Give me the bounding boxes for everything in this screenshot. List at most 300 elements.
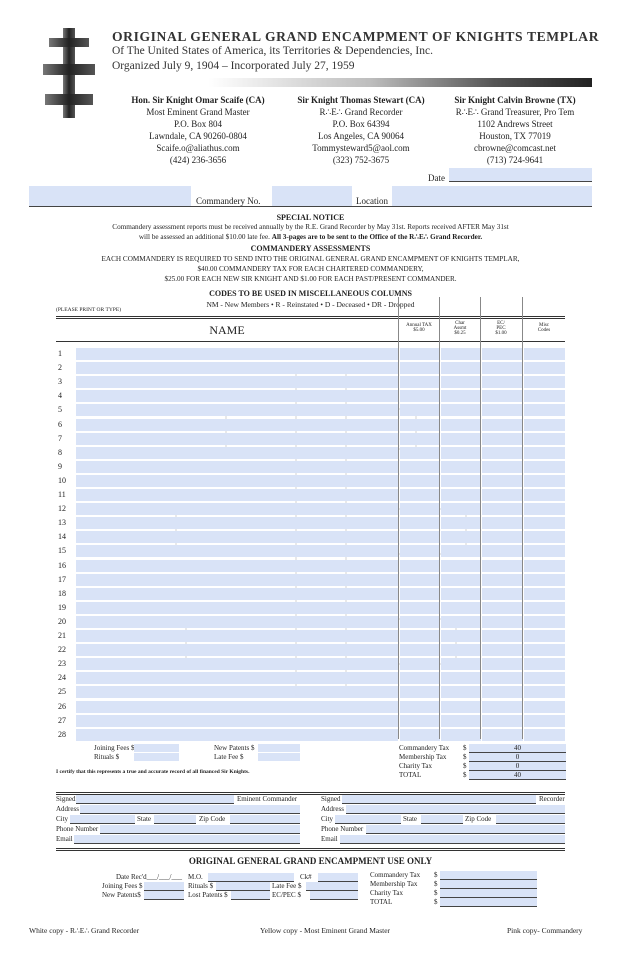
name-cell[interactable] (76, 715, 398, 727)
row-number: 19 (58, 602, 66, 612)
ecpec-cell[interactable] (482, 419, 523, 431)
table-row (56, 502, 565, 516)
name-cell[interactable] (76, 362, 398, 374)
name-cell[interactable] (76, 602, 398, 614)
annual-tax-cell[interactable] (400, 545, 440, 557)
joining-fees-field[interactable] (134, 744, 179, 752)
annual-tax-cell[interactable] (400, 475, 440, 487)
char-assmt-cell[interactable] (441, 574, 481, 586)
office-ecpec-label: EC/PEC $ (272, 891, 301, 899)
ecpec-cell[interactable] (482, 701, 523, 713)
misc-codes-cell[interactable] (524, 517, 565, 529)
officer-email: Tommysteward5@aol.com (312, 143, 410, 153)
char-assmt-cell[interactable] (441, 447, 481, 459)
misc-codes-cell[interactable] (524, 672, 565, 684)
ecpec-cell[interactable] (482, 602, 523, 614)
char-assmt-cell[interactable] (441, 503, 481, 515)
char-assmt-cell[interactable] (441, 376, 481, 388)
assess-line3: $25.00 FOR EACH NEW SIR KNIGHT AND $1.00 FOR EACH PAST/PRESENT COMMANDER. (164, 275, 457, 283)
annual-tax-cell[interactable] (400, 489, 440, 501)
annual-tax-cell[interactable] (400, 560, 440, 572)
office-joining-field[interactable] (144, 882, 184, 891)
column-divider (480, 297, 481, 739)
new-patents-field[interactable] (258, 744, 300, 752)
name-cell[interactable] (76, 517, 398, 529)
table-row (56, 530, 565, 544)
total-value-field[interactable]: 0 (469, 762, 566, 771)
officer-phone: (713) 724-9641 (486, 155, 544, 165)
commander-address-field[interactable] (80, 805, 300, 814)
total-value-field[interactable]: 40 (469, 771, 566, 780)
misc-codes-cell[interactable] (524, 701, 565, 713)
ecpec-cell[interactable] (482, 588, 523, 600)
commandery-no-field[interactable] (272, 186, 352, 206)
ecpec-cell[interactable] (482, 475, 523, 487)
ecpec-cell[interactable] (482, 404, 523, 416)
notice-heading: SPECIAL NOTICE (276, 213, 345, 222)
table-row (56, 347, 565, 361)
assess-line1: EACH COMMANDERY IS REQUIRED TO SEND INTO THE ORIGINAL GENERAL GRAND ENCAMPMENT OF KNIGHTS TEMPLAR, (101, 255, 520, 263)
char-assmt-cell[interactable] (441, 545, 481, 557)
annual-tax-cell[interactable] (400, 715, 440, 727)
table-row (56, 446, 565, 460)
rituals-label: Rituals $ (94, 753, 120, 761)
row-number: 8 (58, 447, 62, 457)
misc-codes-cell[interactable] (524, 531, 565, 543)
name-cell[interactable] (76, 658, 398, 670)
officer-title: R∴E∴ Grand Treasurer, Pro Tem (455, 107, 575, 117)
ecpec-cell[interactable] (482, 503, 523, 515)
email-label: Email (56, 835, 73, 843)
ecpec-cell[interactable] (482, 348, 523, 360)
annual-tax-cell[interactable] (400, 376, 440, 388)
assess-line2: $40.00 COMMANDERY TAX FOR EACH CHARTERED COMMANDERY, (197, 265, 424, 273)
signature-top-rule (56, 792, 565, 793)
commander-email-field[interactable] (74, 835, 300, 844)
char-assmt-cell[interactable] (441, 644, 481, 656)
row-number: 22 (58, 645, 66, 655)
city-label: City (56, 815, 69, 823)
char-assmt-cell[interactable] (441, 390, 481, 402)
annual-tax-cell[interactable] (400, 602, 440, 614)
page-subtitle: Of The United States of America, its Territories & Dependencies, Inc. (112, 45, 433, 57)
annual-tax-cell[interactable] (400, 672, 440, 684)
officer-name: Hon. Sir Knight Omar Scaife (CA) (131, 95, 265, 105)
recorder-signature-field[interactable] (342, 795, 536, 804)
total-currency: $ (463, 762, 467, 770)
annual-tax-cell[interactable] (400, 517, 440, 529)
row-number: 21 (58, 631, 66, 640)
misc-codes-cell[interactable] (524, 489, 565, 501)
name-cell[interactable] (76, 560, 398, 572)
char-assmt-cell[interactable] (441, 602, 481, 614)
misc-codes-cell[interactable] (524, 390, 565, 402)
misc-codes-cell[interactable] (524, 376, 565, 388)
char-assmt-cell[interactable] (441, 433, 481, 445)
ecpec-cell[interactable] (482, 658, 523, 670)
row-number: 16 (58, 560, 66, 570)
misc-codes-cell[interactable] (524, 729, 565, 741)
char-assmt-cell[interactable] (441, 348, 481, 360)
state-label: State (403, 815, 417, 823)
misc-codes-cell[interactable] (524, 715, 565, 727)
table-row (56, 474, 565, 488)
organized-line: Organized July 9, 1904 – Incorporated July 27, 1959 (112, 60, 355, 72)
date-recd-label: Date Rec'd___/___/___ (116, 873, 182, 881)
misc-codes-cell[interactable] (524, 588, 565, 600)
annual-tax-cell[interactable] (400, 574, 440, 586)
date-field[interactable] (449, 168, 592, 182)
row-number: 13 (58, 518, 66, 528)
misc-codes-cell[interactable] (524, 560, 565, 572)
total-currency: $ (463, 771, 467, 779)
office-total-currency: $ (434, 889, 438, 897)
char-assmt-cell[interactable] (441, 419, 481, 431)
misc-codes-cell[interactable] (524, 658, 565, 670)
officer-email: Scaife.o@aliathus.com (156, 143, 240, 153)
rituals-field[interactable] (134, 753, 179, 761)
annual-tax-cell[interactable] (400, 461, 440, 473)
misc-codes-cell[interactable] (524, 475, 565, 487)
misc-codes-cell[interactable] (524, 644, 565, 656)
ecpec-amount: $1.00 (495, 331, 507, 336)
commander-city-field[interactable] (70, 815, 135, 824)
annual-tax-cell[interactable] (400, 348, 440, 360)
ecpec-cell[interactable] (482, 715, 523, 727)
annual-tax-cell[interactable] (400, 686, 440, 698)
name-cell[interactable] (76, 461, 398, 473)
footer-white-copy: White copy - R∴E∴ Grand Recorder (29, 926, 140, 935)
table-row (56, 361, 565, 375)
char-assmt-cell[interactable] (441, 362, 481, 374)
table-row (56, 403, 565, 417)
misc-codes-cell[interactable] (524, 686, 565, 698)
date-label: Date (428, 173, 445, 183)
name-cell[interactable] (76, 390, 398, 402)
footer-yellow-copy: Yellow copy - Most Eminent Grand Master (260, 926, 391, 935)
joining-fees-label: Joining Fees $ (94, 744, 135, 752)
misc-codes-cell[interactable] (524, 447, 565, 459)
annual-tax-cell[interactable] (400, 419, 440, 431)
ecpec-cell[interactable] (482, 362, 523, 374)
misc-codes-cell[interactable] (524, 419, 565, 431)
address-label: Address (321, 805, 344, 813)
footer-pink-copy: Pink copy- Commandery (507, 926, 583, 935)
total-label: Charity Tax (399, 762, 433, 770)
phone-label: Phone Number (321, 825, 364, 833)
name-cell[interactable] (76, 489, 398, 501)
office-total-currency: $ (434, 898, 438, 906)
office-total-field[interactable] (440, 898, 537, 907)
officer-box: P.O. Box 64394 (332, 119, 390, 129)
member-table (56, 319, 565, 739)
check-label: Ck# (300, 873, 312, 881)
ecpec-cell[interactable] (482, 433, 523, 445)
location-field[interactable] (392, 186, 592, 206)
total-value-field[interactable]: 0 (469, 753, 566, 762)
print-note: (PLEASE PRINT OR TYPE) (56, 307, 122, 313)
name-cell[interactable] (76, 644, 398, 656)
row-number: 27 (58, 715, 66, 725)
commander-zip-field[interactable] (230, 815, 300, 824)
annual-tax-cell[interactable] (400, 447, 440, 459)
name-cell[interactable] (76, 475, 398, 487)
char-assmt-cell[interactable] (441, 560, 481, 572)
name-cell[interactable] (76, 729, 398, 741)
recorder-zip-field[interactable] (496, 815, 565, 824)
office-total-field[interactable] (440, 880, 537, 889)
ecpec-cell[interactable] (482, 644, 523, 656)
phone-label: Phone Number (56, 825, 99, 833)
name-cell[interactable] (76, 404, 398, 416)
ecpec-cell[interactable] (482, 545, 523, 557)
ecpec-cell[interactable] (482, 447, 523, 459)
ec-label: EC/ (497, 321, 505, 326)
check-field[interactable] (318, 873, 358, 882)
name-cell[interactable] (76, 574, 398, 586)
office-lost-patents-field[interactable] (231, 891, 270, 900)
office-new-patents-field[interactable] (144, 891, 184, 900)
office-lost-patents-label: Lost Patents $ (188, 891, 228, 899)
name-cell[interactable] (76, 376, 398, 388)
annual-tax-cell[interactable] (400, 588, 440, 600)
misc-codes-cell[interactable] (524, 503, 565, 515)
notice-late-fee: will be assessed an additional $10.00 late fee. (138, 233, 270, 241)
char-assmt-cell[interactable] (441, 729, 481, 741)
late-fee-field[interactable] (258, 753, 300, 761)
commander-phone-field[interactable] (100, 825, 300, 834)
officer-city: Lawndale, CA 90260-0804 (149, 131, 247, 141)
column-divider (439, 297, 440, 739)
ecpec-cell[interactable] (482, 560, 523, 572)
office-rituals-field[interactable] (216, 882, 270, 891)
table-row (56, 375, 565, 389)
officer-box: P.O. Box 804 (173, 119, 222, 129)
ecpec-cell[interactable] (482, 686, 523, 698)
row-number: 10 (58, 475, 66, 485)
office-total-label: Commandery Tax (370, 871, 421, 879)
table-row (56, 615, 565, 629)
zip-label: Zip Code (465, 815, 492, 823)
misc-codes-cell[interactable] (524, 630, 565, 642)
city-label: City (321, 815, 334, 823)
char-assmt-cell[interactable] (441, 461, 481, 473)
officer-title: R∴E∴ Grand Recorder (319, 107, 403, 117)
row-number: 14 (58, 532, 66, 542)
codes-line: NM - New Members • R - Reinstated • D - Deceased • DR - Dropped (206, 300, 415, 309)
char-assmt-cell[interactable] (441, 701, 481, 713)
location-label: Location (356, 196, 388, 206)
mo-label: M.O. (188, 873, 203, 881)
pec-label: PEC (496, 326, 506, 331)
commandery-no-label: Commandery No. (196, 196, 261, 206)
officer-city: Houston, TX 77019 (479, 131, 551, 141)
office-total-field[interactable] (440, 871, 537, 880)
name-cell[interactable] (76, 686, 398, 698)
codes-label: Codes (537, 328, 551, 333)
misc-codes-cell[interactable] (524, 545, 565, 557)
notice-line1: Commandery assessment reports must be received annually by the R.E. Grand Recorder by May 31st. Reports received AFTER May 31st (112, 223, 509, 231)
officer-phone: (323) 752-3675 (332, 155, 390, 165)
email-label: Email (321, 835, 338, 843)
ecpec-cell[interactable] (482, 616, 523, 628)
ecpec-cell[interactable] (482, 672, 523, 684)
name-cell[interactable] (76, 616, 398, 628)
table-row (56, 587, 565, 601)
officer-email: cbrowne@comcast.net (473, 143, 556, 153)
office-late-field[interactable] (306, 882, 358, 891)
commander-signature-field[interactable] (76, 795, 234, 804)
char-assmt-cell[interactable] (441, 404, 481, 416)
row-number: 23 (58, 659, 66, 669)
ecpec-cell[interactable] (482, 517, 523, 529)
notice-line2 (0, 232, 621, 241)
commander-state-field[interactable] (154, 815, 196, 824)
name-column-header: NAME (209, 323, 245, 337)
ecpec-cell[interactable] (482, 630, 523, 642)
total-label: Commandery Tax (399, 744, 450, 752)
table-row (56, 544, 565, 558)
codes-heading: CODES TO BE USED IN MISCELLANEOUS COLUMNS (209, 289, 412, 298)
ecpec-cell[interactable] (482, 729, 523, 741)
misc-codes-cell[interactable] (524, 461, 565, 473)
name-cell[interactable] (76, 588, 398, 600)
char-assmt-cell[interactable] (441, 517, 481, 529)
misc-codes-cell[interactable] (524, 616, 565, 628)
commandery-name-field[interactable] (29, 186, 191, 206)
ecpec-cell[interactable] (482, 461, 523, 473)
annual-tax-cell[interactable] (400, 433, 440, 445)
char-assmt-cell[interactable] (441, 588, 481, 600)
office-rituals-label: Rituals $ (188, 882, 214, 890)
name-cell[interactable] (76, 545, 398, 557)
line (29, 206, 592, 207)
totals-block (399, 744, 566, 780)
table-row (56, 685, 565, 699)
recorder-phone-field[interactable] (366, 825, 565, 834)
annual-tax-cell[interactable] (400, 503, 440, 515)
address-label: Address (56, 805, 79, 813)
ecpec-cell[interactable] (482, 390, 523, 402)
annual-tax-cell[interactable] (400, 701, 440, 713)
name-cell[interactable] (76, 630, 398, 642)
table-row (56, 601, 565, 615)
officer-grand-treasurer (440, 94, 590, 166)
office-new-patents-label: New Patents$ (102, 891, 141, 899)
char-assmt-cell[interactable] (441, 489, 481, 501)
row-number: 5 (58, 405, 62, 415)
name-cell[interactable] (76, 419, 398, 431)
misc-codes-cell[interactable] (524, 362, 565, 374)
office-ecpec-field[interactable] (310, 891, 358, 900)
row-number: 11 (58, 490, 66, 499)
annual-tax-cell[interactable] (400, 658, 440, 670)
annual-tax-amount: $5.00 (413, 328, 425, 333)
office-heading: ORIGINAL GENERAL GRAND ENCAMPMENT USE ONLY (188, 856, 433, 866)
annual-tax-cell[interactable] (400, 630, 440, 642)
recorder-label: Recorder (539, 795, 565, 803)
row-number: 18 (58, 588, 66, 598)
misc-codes-cell[interactable] (524, 404, 565, 416)
ecpec-cell[interactable] (482, 489, 523, 501)
late-fee-label: Late Fee $ (214, 753, 244, 761)
certify-statement: I certify that this represents a true and accurate record of all financed Sir Knights. (56, 769, 250, 775)
ecpec-cell[interactable] (482, 531, 523, 543)
name-cell[interactable] (76, 433, 398, 445)
table-row (56, 389, 565, 403)
char-assmt-cell[interactable] (441, 658, 481, 670)
row-number: 25 (58, 687, 66, 697)
office-total-field[interactable] (440, 889, 537, 898)
annual-tax-cell[interactable] (400, 531, 440, 543)
office-late-label: Late Fee $ (272, 882, 302, 890)
ecpec-cell[interactable] (482, 376, 523, 388)
name-cell[interactable] (76, 701, 398, 713)
char-assmt-cell[interactable] (441, 686, 481, 698)
row-number: 15 (58, 546, 66, 556)
annual-tax-cell[interactable] (400, 390, 440, 402)
office-totals-block (370, 871, 537, 907)
char-assmt-cell[interactable] (441, 715, 481, 727)
recorder-state-field[interactable] (421, 815, 463, 824)
char-assmt-cell[interactable] (441, 616, 481, 628)
annual-tax-cell[interactable] (400, 404, 440, 416)
char-assmt-cell[interactable] (441, 531, 481, 543)
assessments-heading: COMMANDERY ASSESSMENTS (250, 244, 371, 253)
officer-name: Sir Knight Thomas Stewart (CA) (297, 95, 425, 105)
name-cell[interactable] (76, 672, 398, 684)
signed-label: Signed (56, 795, 76, 803)
name-cell[interactable] (76, 503, 398, 515)
office-total-currency: $ (434, 880, 438, 888)
total-value-field[interactable]: 40 (469, 744, 566, 753)
misc-codes-cell[interactable] (524, 574, 565, 586)
eminent-commander-label: Eminent Commander (237, 795, 298, 803)
recorder-email-field[interactable] (340, 835, 565, 844)
char-assmt-cell[interactable] (441, 475, 481, 487)
misc-codes-cell[interactable] (524, 348, 565, 360)
name-cell[interactable] (76, 348, 398, 360)
mo-field[interactable] (208, 873, 294, 882)
annual-tax-cell[interactable] (400, 616, 440, 628)
char-assmt-cell[interactable] (441, 630, 481, 642)
total-label: Membership Tax (399, 753, 447, 761)
table-row (56, 671, 565, 685)
table-row (56, 573, 565, 587)
office-total-label: TOTAL (370, 898, 393, 906)
ecpec-cell[interactable] (482, 574, 523, 586)
misc-codes-cell[interactable] (524, 433, 565, 445)
templar-cross-logo (43, 28, 95, 118)
char-assmt-cell[interactable] (441, 672, 481, 684)
misc-codes-cell[interactable] (524, 602, 565, 614)
office-rule (56, 848, 565, 849)
name-cell[interactable] (76, 531, 398, 543)
annual-tax-cell[interactable] (400, 644, 440, 656)
recorder-address-field[interactable] (346, 805, 565, 814)
new-patents-label: New Patents $ (214, 744, 255, 752)
row-number: 7 (58, 433, 62, 443)
state-label: State (137, 815, 151, 823)
officer-phone: (424) 236-3656 (169, 155, 227, 165)
name-cell[interactable] (76, 447, 398, 459)
recorder-city-field[interactable] (335, 815, 401, 824)
row-number: 17 (58, 574, 66, 584)
annual-tax-cell[interactable] (400, 729, 440, 741)
officer-city: Los Angeles, CA 90064 (317, 131, 404, 141)
table-row (56, 714, 565, 728)
annual-tax-cell[interactable] (400, 362, 440, 374)
